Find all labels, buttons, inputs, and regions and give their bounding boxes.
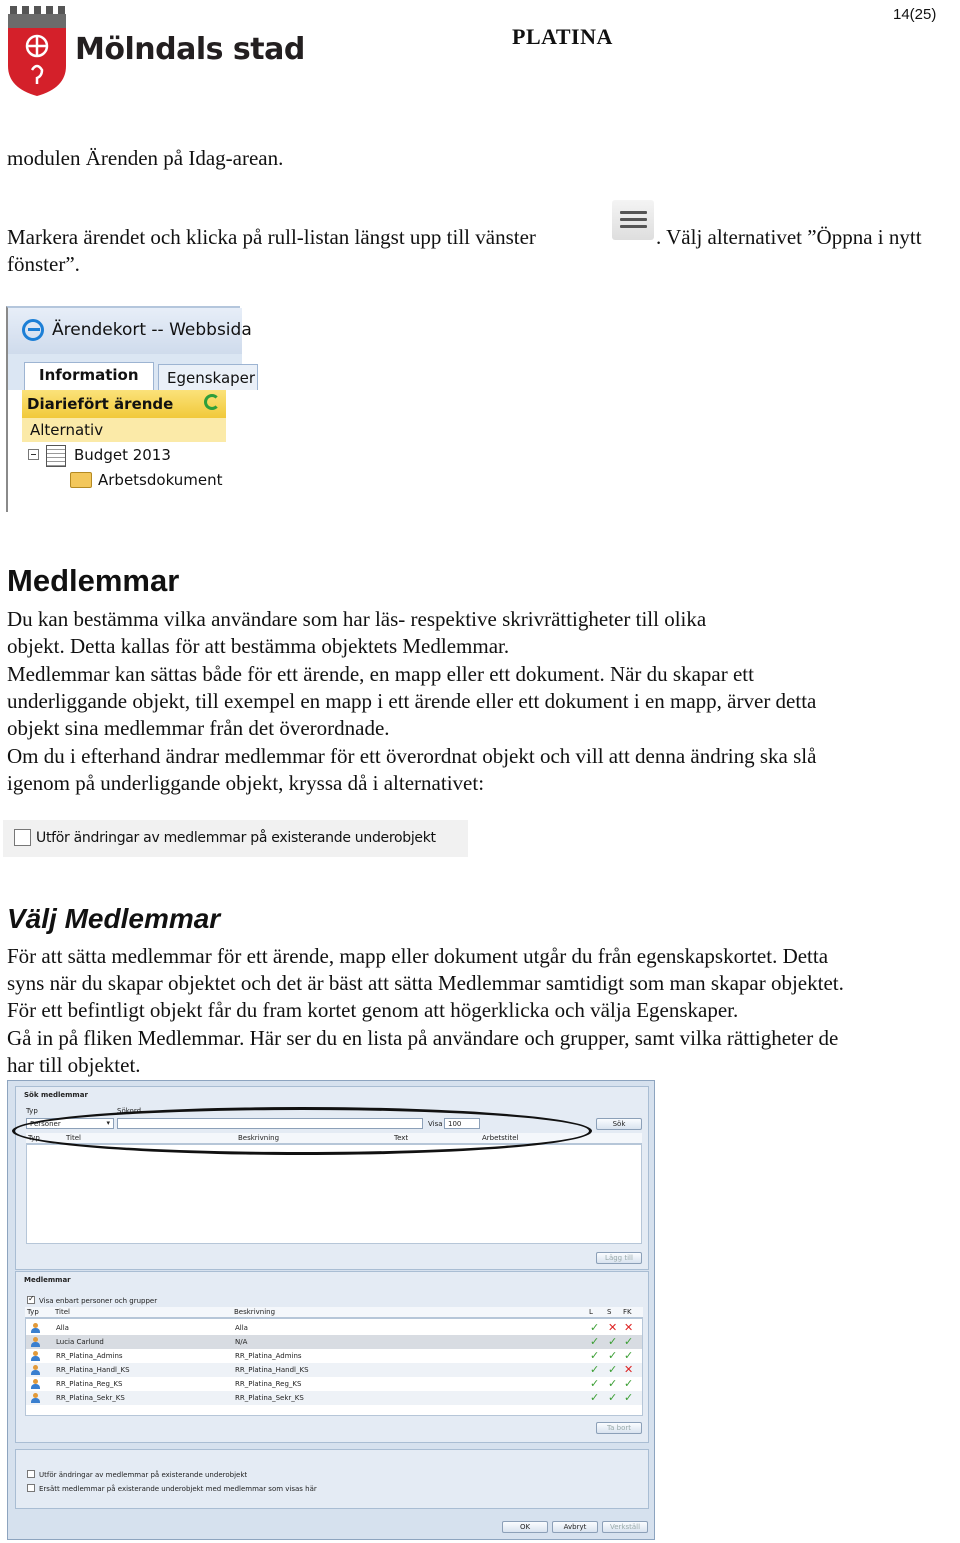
member-row[interactable] — [26, 1391, 642, 1405]
cross-icon[interactable]: ✕ — [624, 1363, 634, 1376]
type-select-value: Personer — [30, 1120, 61, 1128]
apply-button[interactable]: Verkställ — [602, 1521, 648, 1533]
paragraph-line: objekt. Detta kallas för att bestämma objektets Medlemmar. — [7, 634, 510, 658]
member-title: RR_Platina_Admins — [56, 1352, 123, 1360]
type-label: Typ — [26, 1107, 38, 1115]
intro-line-1: modulen Ärenden på Idag-arean. — [7, 146, 284, 170]
chevron-down-icon: ▾ — [106, 1119, 110, 1127]
case-status-bar: Diariefört ärende — [22, 390, 226, 418]
add-button[interactable]: Lägg till — [596, 1252, 642, 1264]
check-icon[interactable]: ✓ — [624, 1349, 634, 1362]
ok-button[interactable]: OK — [502, 1521, 548, 1533]
check-icon[interactable]: ✓ — [624, 1377, 634, 1390]
molndal-coat-of-arms-logo — [6, 4, 68, 98]
person-icon — [30, 1323, 40, 1333]
member-title: Lucia Carlund — [56, 1338, 104, 1346]
column-header: Text — [394, 1134, 409, 1142]
document-icon — [46, 445, 66, 467]
column-header: Arbetstitel — [482, 1134, 519, 1142]
person-icon — [30, 1351, 40, 1361]
page-number: 14(25) — [893, 6, 937, 23]
hamburger-menu-icon — [612, 200, 654, 240]
paragraph-line: Medlemmar kan sättas både för ett ärende, en mapp eller ett dokument. När du skapar ett — [7, 662, 754, 686]
case-card-screenshot — [6, 306, 256, 512]
check-icon[interactable]: ✓ — [590, 1349, 600, 1362]
member-row[interactable] — [26, 1321, 642, 1335]
paragraph-line: För att sätta medlemmar för ett ärende, mapp eller dokument utgår du från egenskapskortet. Detta — [7, 944, 829, 968]
visa-select-value: 100 — [448, 1120, 462, 1128]
member-description: RR_Platina_Admins — [235, 1352, 302, 1360]
tree-collapse-icon[interactable] — [28, 449, 39, 460]
paragraph-line: För ett befintligt objekt får du fram kortet genom att högerklicka och välja Egenskaper. — [7, 998, 739, 1022]
member-description: RR_Platina_Sekr_KS — [235, 1394, 304, 1402]
member-description: RR_Platina_Handl_KS — [235, 1366, 309, 1374]
options-panel — [15, 1449, 649, 1509]
window-title: Ärendekort -- Webbsida — [52, 320, 252, 340]
member-title: Alla — [56, 1324, 69, 1332]
replace-members-label: Ersätt medlemmar på existerande underobjekt med medlemmar som visas här — [39, 1485, 317, 1493]
tree-item-arbetsdokument[interactable]: Arbetsdokument — [98, 471, 223, 489]
person-icon — [30, 1379, 40, 1389]
show-only-label: Visa enbart personer och grupper — [39, 1297, 158, 1305]
paragraph-line: Du kan bestämma vilka användare som har läs- respektive skrivrättigheter till olika — [7, 607, 707, 631]
keyword-label: Sökord — [117, 1107, 142, 1115]
paragraph-line: underliggande objekt, till exempel en mapp i ett ärende eller ett dokument i en mapp, ärver detta — [7, 689, 817, 713]
member-title: RR_Platina_Handl_KS — [56, 1366, 130, 1374]
check-icon[interactable]: ✓ — [608, 1391, 618, 1404]
apply-subobjects-checkbox[interactable] — [27, 1470, 35, 1478]
members-panel — [15, 1271, 649, 1443]
column-header: S — [607, 1308, 612, 1316]
tab-strip — [8, 354, 256, 390]
internet-explorer-icon — [22, 319, 44, 341]
section-heading-valj-medlemmar: Välj Medlemmar — [7, 903, 221, 934]
cross-icon[interactable]: ✕ — [624, 1321, 634, 1334]
members-grid-header — [25, 1307, 643, 1318]
cross-icon[interactable]: ✕ — [608, 1321, 618, 1334]
column-header: Beskrivning — [238, 1134, 280, 1142]
alternativ-menu[interactable]: Alternativ — [22, 418, 226, 442]
member-description: Alla — [235, 1324, 248, 1332]
person-icon — [30, 1365, 40, 1375]
refresh-icon[interactable] — [204, 394, 220, 410]
remove-button[interactable]: Ta bort — [596, 1422, 642, 1434]
check-icon[interactable]: ✓ — [608, 1349, 618, 1362]
members-section-title: Medlemmar — [24, 1276, 71, 1284]
intro-line-2-end: . Välj alternativet ”Öppna i nytt — [656, 225, 922, 249]
check-icon[interactable]: ✓ — [624, 1335, 634, 1348]
paragraph-line: igenom på underliggande objekt, kryssa då i alternativet: — [7, 771, 485, 795]
search-section-title: Sök medlemmar — [24, 1091, 88, 1099]
search-results-list[interactable] — [26, 1144, 642, 1244]
column-header: Typ — [27, 1308, 39, 1316]
member-title: RR_Platina_Sekr_KS — [56, 1394, 125, 1402]
column-header: Beskrivning — [234, 1308, 276, 1316]
member-description: N/A — [235, 1338, 248, 1346]
member-title: RR_Platina_Reg_KS — [56, 1380, 123, 1388]
column-header: Typ — [28, 1134, 40, 1142]
check-icon[interactable]: ✓ — [590, 1377, 600, 1390]
person-icon — [30, 1393, 40, 1403]
column-header: L — [589, 1308, 593, 1316]
check-icon[interactable]: ✓ — [590, 1335, 600, 1348]
highlight-ellipse — [12, 1107, 592, 1155]
member-row[interactable] — [26, 1377, 642, 1391]
check-icon[interactable]: ✓ — [624, 1391, 634, 1404]
member-row[interactable] — [26, 1335, 642, 1349]
document-title: PLATINA — [512, 24, 613, 49]
check-icon[interactable]: ✓ — [608, 1335, 618, 1348]
section-heading-medlemmar: Medlemmar — [7, 563, 180, 598]
tab-information[interactable]: Information — [24, 362, 154, 390]
paragraph-line: syns när du skapar objektet och det är bäst att sätta Medlemmar samtidigt som man skapar objektet. — [7, 971, 844, 995]
replace-members-checkbox[interactable] — [27, 1484, 35, 1492]
cancel-button[interactable]: Avbryt — [552, 1521, 598, 1533]
check-icon[interactable]: ✓ — [590, 1321, 600, 1334]
apply-to-subobjects-option — [3, 820, 468, 857]
intro-line-2: Markera ärendet och klicka på rull-listan längst upp till vänster — [7, 225, 536, 249]
column-header: FK — [623, 1308, 632, 1316]
check-icon[interactable]: ✓ — [590, 1391, 600, 1404]
tab-egenskaper[interactable]: Egenskaper — [158, 364, 258, 390]
person-icon — [30, 1337, 40, 1347]
folder-icon — [70, 472, 92, 488]
intro-line-3: fönster”. — [7, 252, 80, 276]
visa-label: Visa — [428, 1120, 443, 1128]
tree-item-budget[interactable]: Budget 2013 — [74, 446, 171, 464]
show-only-checkbox[interactable] — [27, 1296, 35, 1304]
column-header: Titel — [55, 1308, 71, 1316]
column-header: Titel — [66, 1134, 82, 1142]
paragraph-line: Gå in på fliken Medlemmar. Här ser du en lista på användare och grupper, samt vilka rättigheter de — [7, 1026, 839, 1050]
apply-subobjects-label: Utför ändringar av medlemmar på existerande underobjekt — [39, 1471, 248, 1479]
paragraph-line: objekt sina medlemmar från det överordnade. — [7, 716, 390, 740]
member-description: RR_Platina_Reg_KS — [235, 1380, 302, 1388]
paragraph-line: har till objektet. — [7, 1053, 141, 1077]
check-icon[interactable]: ✓ — [608, 1377, 618, 1390]
apply-to-subobjects-checkbox[interactable] — [14, 829, 31, 846]
member-row[interactable] — [26, 1363, 642, 1377]
check-icon[interactable]: ✓ — [590, 1363, 600, 1376]
logo-wordmark: Mölndals stad — [75, 32, 305, 67]
members-grid — [25, 1318, 643, 1416]
window-titlebar — [8, 308, 252, 354]
apply-to-subobjects-label: Utför ändringar av medlemmar på existerande underobjekt — [36, 830, 436, 846]
check-icon[interactable]: ✓ — [608, 1363, 618, 1376]
member-row[interactable] — [26, 1349, 642, 1363]
paragraph-line: Om du i efterhand ändrar medlemmar för ett överordnat objekt och vill att denna ändring ska slå — [7, 744, 817, 768]
search-button[interactable]: Sök — [596, 1118, 642, 1130]
